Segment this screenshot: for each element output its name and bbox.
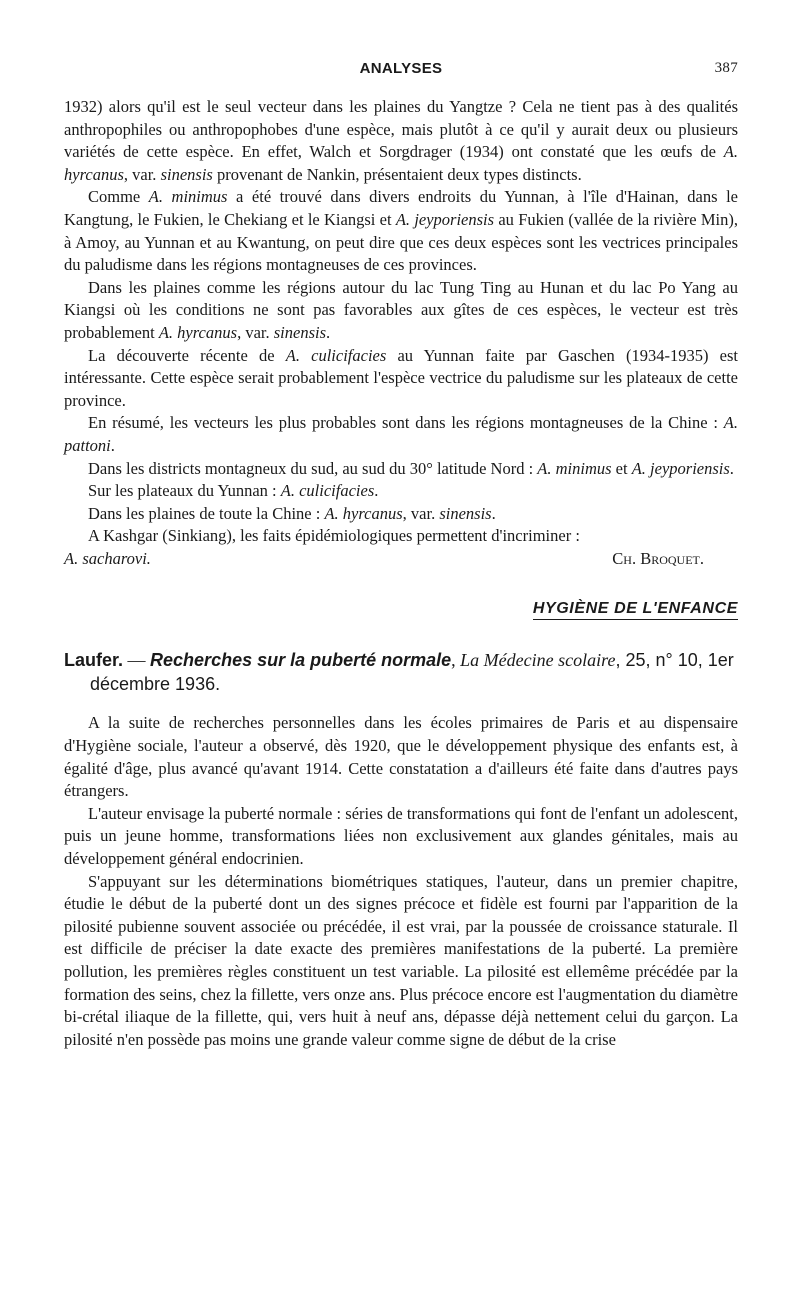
section-heading-title: HYGIÈNE DE L'ENFANCE [533,600,738,620]
paragraph: S'appuyant sur les déterminations biométriques statiques, l'auteur, dans un premier chapitre, étudie le début de la puberté dont un des signes précoce et fidèle est fourni par l'apparition de la pilosité pubienne souvent associée ou précédée, il est vrai, par la poussée de croissance staturale. Il est difficile de préciser la date exacte des premières manifestations de la puberté. La première pollution, les premières règles constituent un test variable. La pilosité est ellemême précédée par la formation des seins, chez la fillette, vers onze ans. Plus précoce encore est l'augmentation du diamètre bi-crétal iliaque de la fillette, qui, vers huit à neuf ans, dépasse déjà nettement celui du garçon. La pilosité n'en possède pas moins une grande valeur comme signe de début de la crise [64,871,738,1049]
journal-volume: , 25, n° 10, 1er décembre 1936. [90,650,734,695]
paragraph: Sur les plateaux du Yunnan : A. culicifacies. [88,481,379,501]
page-number: 387 [714,60,738,76]
paragraph: Dans les plaines comme les régions autour du lac Tung Ting au Hunan et du lac Po Yang au Kiangsi où les conditions ne sont pas favorables aux gîtes de ces espèces, le vecteur est très probablement A. hyrcanus, var. sinensis. [64,277,738,342]
paragraph-continued: 1932) alors qu'il est le seul vecteur dans les plaines du Yangtze ? Cela ne tient pas à des qualités anthropophiles ou anthropophobes d'une espèce, mais plutôt à ce qu'il y aurait deux ou plusieurs variétés de cette espèce. En effet, Walch et Sorgdrager (1934) ont constaté que les œufs de A. hyrcanus, var. sinensis provenant de Nankin, présentaient deux types distincts. [64,97,738,184]
paragraph: Dans les districts montagneux du sud, au sud du 30° latitude Nord : A. minimus et A. jeyporiensis. [88,458,734,478]
species-name: A. sacharovi. [64,548,151,568]
paragraph: En résumé, les vecteurs les plus probables sont dans les régions montagneuses de la Chine : A. pattoni. [64,413,738,455]
section-heading [64,600,738,618]
paragraph: A la suite de recherches personnelles dans les écoles primaires de Paris et au dispensaire d'Hygiène sociale, l'auteur a observé, dès 1920, que le développement physique des enfants est, à égalité d'âge, plus avancé qu'avant 1914. Cette constatation a d'ailleurs été faite dans d'autres pays étrangers. [64,713,738,801]
signature-line [64,548,738,571]
article-citation: Laufer. — Recherches sur la puberté normale, La Médecine scolaire, 25, n° 10, 1er décembre 1936. [64,650,734,695]
previous-article-body [64,96,738,570]
paragraph: A Kashgar (Sinkiang), les faits épidémiologiques permettent d'incriminer : [88,526,580,546]
paragraph: Comme A. minimus a été trouvé dans divers endroits du Yunnan, à l'île d'Hainan, dans le Kangtung, le Fukien, le Chekiang et le Kiangsi et A. jeyporiensis au Fukien (vallée de la rivière Min), à Amoy, au Yunnan et au Kwantung, on peut dire que ces deux espèces sont les vectrices principales du paludisme dans les régions montagneuses de ces provinces. [64,187,739,275]
article-body [64,712,738,1051]
paragraph: La découverte récente de A. culicifacies au Yunnan faite par Gaschen (1934-1935) est intéressante. Cette espèce serait probablement l'espèce vectrice du paludisme sur les plateaux de cette province. [64,345,739,410]
article-title: Recherches sur la puberté normale [150,650,452,671]
running-header [64,60,738,86]
running-header-title: ANALYSES [359,60,443,77]
article-author: Laufer. [64,650,124,671]
author-signature: Ch. Broquet. [612,548,704,568]
paragraph: L'auteur envisage la puberté normale : séries de transformations qui font de l'enfant un adolescent, puis un jeune homme, transformations liées non exclusivement aux glandes génitales, mais au développement général endocrinien. [64,803,738,869]
paragraph: Dans les plaines de toute la Chine : A. hyrcanus, var. sinensis. [88,503,496,523]
journal-name: La Médecine scolaire [460,650,616,671]
